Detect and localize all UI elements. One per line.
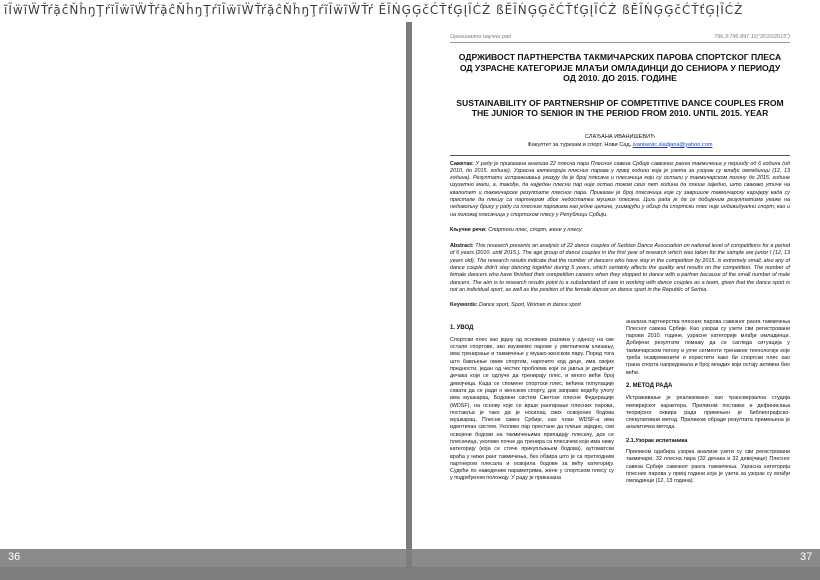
author-name: СЛАЂАНА ИВАНИШЕВИЋ bbox=[585, 133, 655, 140]
keywords-english-text: Dance sport, Sport, Woman in dance sport bbox=[477, 302, 581, 309]
author-email-link[interactable]: ivanisevic.sladjana@yahoo.com bbox=[632, 141, 713, 148]
border-pattern: ĩĨẅĩẄŤŕặĉŇĥŋŢŕĩĨẅĩẄŤŕặĉŇĥŋŢŕĩĨẅĩẄŤŕặĉŇĥŋŢŕĩĨẅĩẄŤŕ ĔĨŃĢĢčĆŤťĢĮĨĆŹ ßĔĨŃĢĢčĆŤťĢĮĨĆŹ ßĔĨŃĢĢčĆŤťĢĮĨĆŹ bbox=[4, 3, 744, 17]
keywords-serbian bbox=[450, 227, 790, 234]
page-number-left: 36 bbox=[8, 551, 21, 563]
abstract-serbian-text: У раду је приказана анализа 22 плесна пара Плесног савеза Србије савезног ранга такмичења у периоду од 6 година (од 2010. до 2015. године). Узрасна категорија плесних парова у првој години која је узета за узорак су млађи омладинци (12, 13 година). Резултати истраживања указују да је број плесача и плесачица који су остали у такмичарском погону до 2015. године изузетно мали, а, такође, да најједан плесни пар није остао током свих пет година да плеше заједно, што свакако утиче на квалитет и такмичарске резултате плесног пара. Приказан је број плесачица које су завршиле такмичарску каријеру када су престале да плешу са партнером због недостатка мушких плесача. Циљ рада је да се добијеним резултатима укаже на недовољну бригу у раду са плесним паровима као једне целине, узимајући у обзир да спортски плес није индивидуални спорт, као и на положај плесачица у спортском плесу у Републици Србији. bbox=[450, 160, 790, 218]
paper-type: Оригинални научни рад bbox=[450, 34, 512, 40]
header-divider bbox=[450, 42, 790, 43]
section-heading-method: 2. МЕТОД РАДА bbox=[626, 382, 673, 389]
udc-reference: 796.3:796.897.11("2010/2015") bbox=[714, 34, 790, 40]
running-header bbox=[450, 34, 790, 42]
introduction-text: Спортски плес као једну од основних разлика у односу на све остале спортове, ако изузмемо парове у уметничком клизању, има тренирање и такмичење у мушко-женском пару. Поред тога што бављење овим спортом, нарочито код деце, има својих предности, један од честих проблема који се јавља је дефицит дечака који се одлуче да тренирају плес, и много већи број девојчица. Када се спомене спортски плес, већина популације схвата да се ради о женском спорту, док заправо водећу улогу има мушкарац. Бодовни систем Светске плесне Федерације (WDSF), на основу које се врши рангирање плесних парова, поставља је тако да је носилац свих освојених бодова мушкарац. Плесни савез Србије, као члан WDSF-а има идентичан систем. Уколико пар престане да плеше заједно, сви освојени бодови на такмичењима припадају плесачу, док се плесачица, уколико почне да тренира са плесачем који има нижу категорију (која се стиче прикупљањем бодова), аутоматски враћа у нижи ранг такмичења, без обзира што је са претходним партнером плесала и освојила бодове за већу категорију. Судећи по наведеним параметрима, жене у спортском плесу су у подређеном положају. У раду је приказана bbox=[450, 336, 614, 482]
sample-text: Приликом одабира узорка анализе узети су сви регистровани такмичари, 32 плесна пара (32 дечака и 32 девојчице) Плесног савеза Србије савезног ранга такмичења. Узрасна категорија плесних парова у првој години која је узета за узорак су млађи омладинци (12, 13 година). bbox=[626, 449, 790, 485]
title-serbian: ОДРЖИВОСТ ПАРТНЕРСТВА ТАКМИЧАРСКИХ ПАРОВА СПОРТСКОГ ПЛЕСА ОД УЗРАСНЕ КАТЕГОРИЈЕ МЛАЂИ ОМЛАДИНЦИ ДО СЕНИОРА У ПЕРИОДУ ОД 2010. ДО 2015. ГОДИНЕ bbox=[458, 52, 782, 83]
left-footer-bar bbox=[0, 549, 406, 567]
subsection-heading-sample: 2.1.Узорак испитаника bbox=[626, 437, 688, 444]
keywords-serbian-label: Кључне речи: bbox=[450, 226, 487, 233]
method-text: Истраживање је реализовано као трансверзална студија емпиријског карактера. Приликом поставке и дефинисања теоријског оквира рада примењен је библиографско-спекулативни метод. Приликом обраде резултата примењена је аналитичка метода. bbox=[626, 395, 790, 431]
abstract-english bbox=[450, 243, 790, 294]
abstract-english-text: This research presents an analysis of 22 dance couples of Serbian Dance Association on national level of competitions for a period of 6 years (2010. until 2015.). The age group of dance couples in the first year of research which was taken for the sample are junior I (12, 13 years old). The research results indicate that the number of dancers who have stay in the competition by 2015. is extremely small, also any of dance couple didn't stay dancing together during 5 years, which certainly affects the quality and results on the competition. The number of female dancers who have finished their competition careers when they stopped to dance with a partner because of the small number of male dancers. The aim is to research results point to a substandard of care in working with dance couples as a team, given that the dance sport is not an individual sport, as well as the position of the female dancer on dance sport in the Republic of Serbia. bbox=[450, 243, 790, 293]
introduction-continued-text: анализа партнерства плесних парова савезног ранга такмичења Плесног савеза Србије. Као узорак су узети сви регистровани парови 2010. године, узрасне категорије млађи омладинци. Добијени резултати помажу да се сагледа ситуација у такмичарском погону и уоче сегменти тренажне технологије које треба осавременити и користити како би спортски плес као грана спорта напредовала и број младих који остају активни био већи. bbox=[626, 318, 790, 376]
keywords-serbian-text: Спортски плес, спорт, жене у плесу bbox=[486, 226, 582, 233]
left-page bbox=[0, 22, 406, 562]
right-footer-bar bbox=[412, 549, 820, 567]
abstract-serbian-label: Сажетак: bbox=[450, 160, 474, 167]
section-heading-introduction: 1. УВОД bbox=[450, 324, 474, 331]
abstract-divider bbox=[450, 155, 790, 156]
title-english: SUSTAINABILITY OF PARTNERSHIP OF COMPETITIVE DANCE COUPLES FROM THE JUNIOR TO SENIOR IN THE PERIOD FROM 2010. UNTIL 2015. YEAR bbox=[456, 97, 784, 118]
body-column-left bbox=[450, 319, 614, 486]
abstract-english-label: Abstract: bbox=[450, 243, 474, 250]
article-content bbox=[450, 34, 790, 485]
decorative-border bbox=[0, 0, 820, 22]
keywords-english-label: Keywords: bbox=[450, 302, 478, 309]
body-columns bbox=[450, 319, 790, 486]
keywords-english bbox=[450, 302, 790, 309]
author-affiliation bbox=[450, 141, 790, 149]
page-number-right: 37 bbox=[800, 551, 813, 563]
affiliation-text: Факултет за туризам и спорт, Нови Сад, bbox=[527, 141, 633, 148]
abstract-serbian bbox=[450, 161, 790, 219]
body-column-right bbox=[626, 319, 790, 486]
